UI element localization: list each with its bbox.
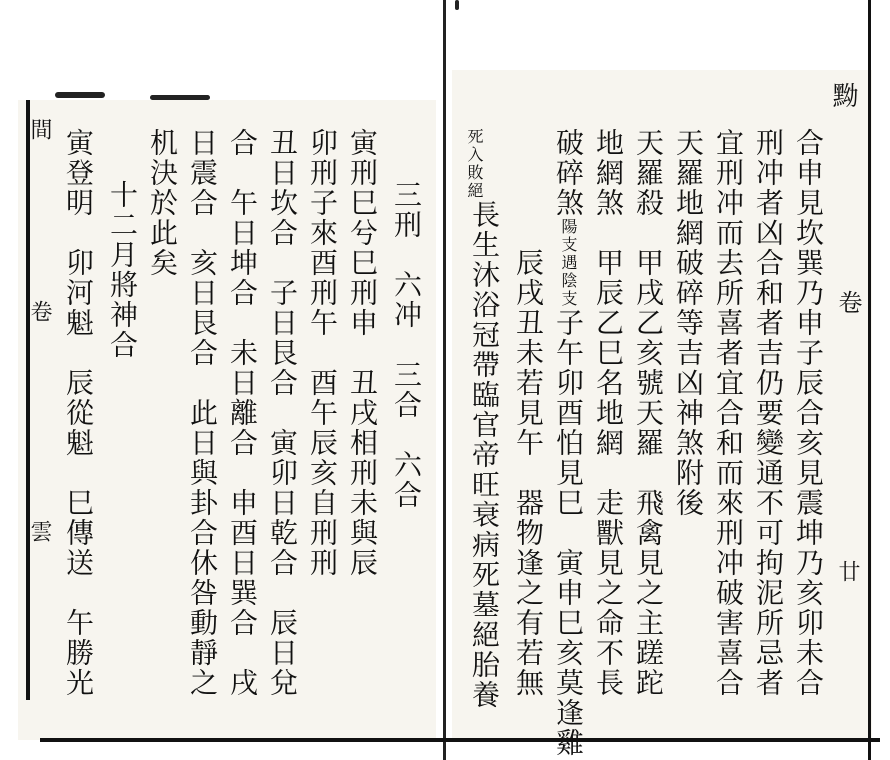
right-col-6: 地網煞 甲辰乙巳名地網 走獸見之命不長 [592,128,625,698]
left-col-5: 合 午日坤合 未日離合 申酉日巽合 戌 [226,128,259,698]
right-col-2: 刑冲者凶合和者吉仍要變通不可拘泥所忌者 [752,128,785,698]
right-border-rule [868,0,871,760]
left-col-8: 十二月將神合 [106,180,139,360]
right-col-5: 天羅殺 甲戌乙亥號天羅 飛禽見之主蹉跎 [632,128,665,698]
right-col-3: 宜刑冲而去所喜者宜合和而來刑冲破害喜合 [712,128,745,698]
left-col-4: 丑日坎合 子日艮合 寅卯日乾合 辰日兌 [266,128,299,698]
ink-stain [455,0,459,10]
pojsui-label: 破碎煞 [552,128,585,218]
left-border-rule [26,100,30,700]
left-col-7: 机決於此矣 [146,128,179,278]
right-header-mark: 黝 [828,82,858,110]
right-header-mark: 廿 [835,560,860,584]
right-col-4: 天羅地網破碎等吉凶神煞附後 [672,128,705,518]
left-col-3: 卯刑子來酉刑午 酉午辰亥自刑刑 [306,128,339,578]
left-col-2: 寅刑巳兮巳刑申 丑戌相刑未與辰 [346,128,379,578]
right-col-8: 辰戌丑未若見午 器物逢之有若無 [512,248,545,698]
right-col-7 [552,128,585,758]
left-col-1: 三刑 六冲 三合 六合 [390,180,423,510]
left-header-mark: 雲 [27,520,52,544]
right-header-mark: 卷 [834,290,862,316]
pojsui-note: 陽支遇陰支 [559,218,578,308]
left-header-mark: 間 [27,118,52,142]
ink-stain [150,95,210,100]
bottom-rule [40,738,880,742]
left-col-6: 日震合 亥日艮合 此日與卦合休咎動靜之 [186,128,219,698]
pojsui-rest: 子午卯酉怕見巳 寅申巳亥莫逢雞 [552,308,585,758]
ink-stain [55,92,105,98]
gutter-rule [443,0,446,760]
right-col-9-note: 死入敗絕 [465,128,484,200]
left-header-mark: 卷 [27,300,52,324]
left-col-9: 寅登明 卯河魁 辰從魁 巳傳送 午勝光 [62,128,95,698]
right-col-1: 合申見坎巽乃申子辰合亥見震坤乃亥卯未合 [792,128,825,698]
right-col-9: 長生沐浴冠帶臨官帝旺衰病死墓絕胎養 [468,200,501,710]
